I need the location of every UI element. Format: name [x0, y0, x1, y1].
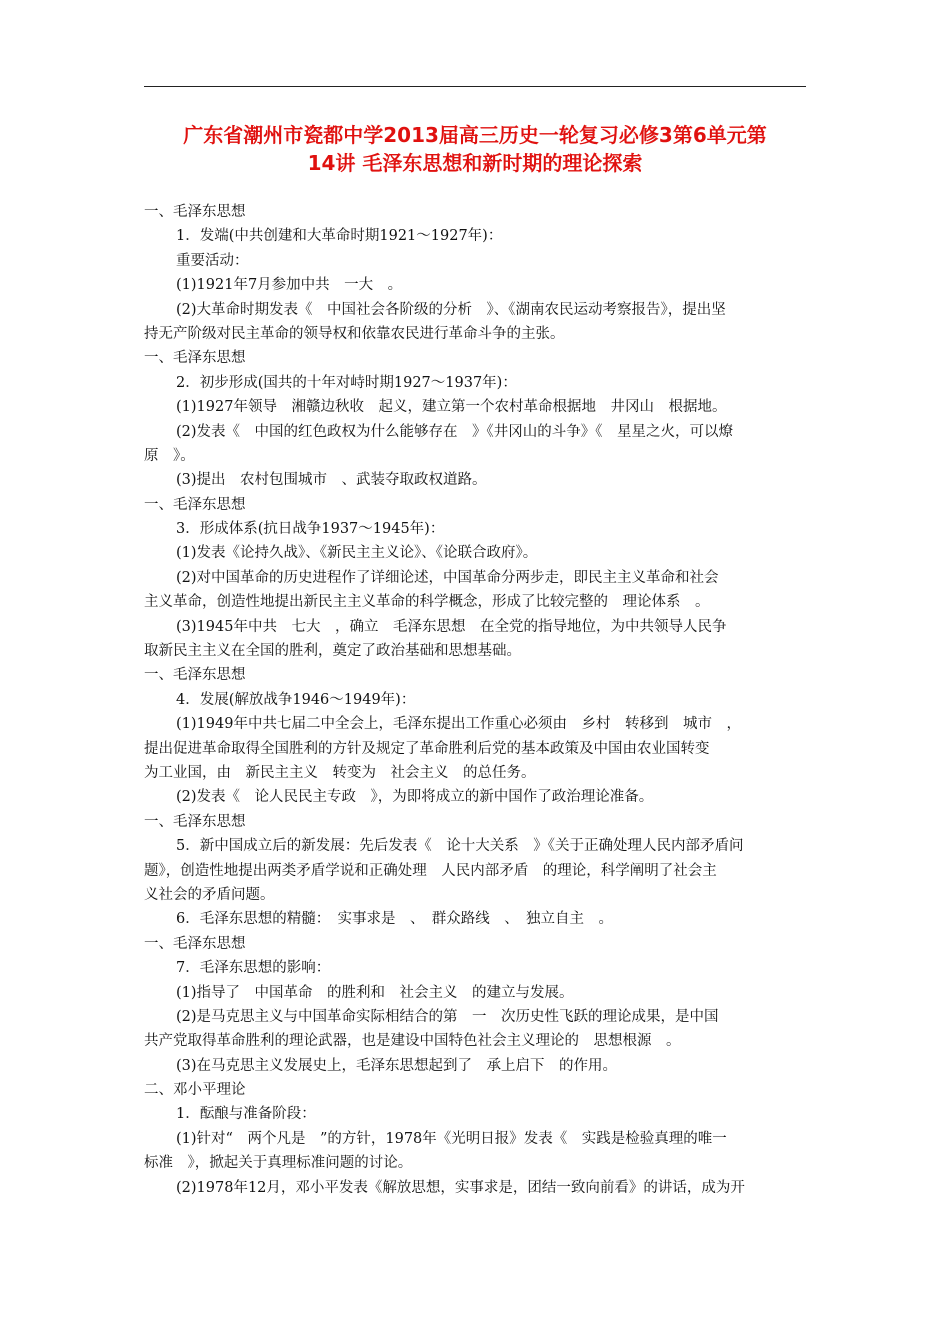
title-line-2: 14讲 毛泽东思想和新时期的理论探索: [307, 151, 643, 175]
paragraph-line: (1)1927年领导 湘赣边秋收 起义，建立第一个农村革命根据地 井冈山 根据地。: [176, 399, 727, 416]
paragraph-continuation: 持无产阶级对民主革命的领导权和依靠农民进行革命斗争的主张。: [144, 325, 565, 342]
section-heading: 一、毛泽东思想: [144, 935, 246, 952]
paragraph-line: 7．毛泽东思想的影响：: [176, 960, 331, 977]
paragraph-line: 1．酝酿与准备阶段：: [176, 1106, 316, 1123]
paragraph-continuation: 主义革命，创造性地提出新民主主义革命的科学概念，形成了比较完整的 理论体系 。: [144, 594, 710, 611]
paragraph-continuation: 标准 》，掀起关于真理标准问题的讨论。: [144, 1155, 413, 1172]
paragraph-continuation: 为工业国，由 新民主主义 转变为 社会主义 的总任务。: [144, 764, 536, 781]
paragraph-line: 4．发展(解放战争1946～1949年)：: [176, 691, 416, 708]
paragraph-line: (3)1945年中共 七大 ，确立 毛泽东思想 在全党的指导地位，为中共领导人民争: [176, 618, 727, 635]
paragraph-line: (2)是马克思主义与中国革命实际相结合的第 一 次历史性飞跃的理论成果，是中国: [176, 1008, 719, 1025]
paragraph-line: 3．形成体系(抗日战争1937～1945年)：: [176, 521, 445, 538]
paragraph-line: (2)发表《 论人民民主专政 》，为即将成立的新中国作了政治理论准备。: [176, 789, 654, 806]
paragraph-continuation: 取新民主主义在全国的胜利，奠定了政治基础和思想基础。: [144, 643, 521, 660]
paragraph-line: 5．新中国成立后的新发展：先后发表《 论十大关系 》《关于正确处理人民内部矛盾问: [176, 838, 744, 855]
paragraph-line: (1)指导了 中国革命 的胜利和 社会主义 的建立与发展。: [176, 984, 574, 1001]
header-rule: [144, 86, 806, 87]
section-heading: 二、邓小平理论: [144, 1082, 246, 1099]
paragraph-line: (1)针对“ 两个凡是 ”的方针，1978年《光明日报》发表《 实践是检验真理的唯一: [176, 1130, 727, 1147]
section-heading: 一、毛泽东思想: [144, 813, 246, 830]
paragraph-line: (1)发表《论持久战》、《新民主主义论》、《论联合政府》。: [176, 545, 538, 562]
paragraph-line: (1)1921年7月参加中共 一大 。: [176, 277, 403, 294]
paragraph-line: 2．初步形成(国共的十年对峙时期1927～1937年)：: [176, 374, 517, 391]
paragraph-line: (3)在马克思主义发展史上，毛泽东思想起到了 承上启下 的作用。: [176, 1057, 618, 1074]
paragraph-continuation: 义社会的矛盾问题。: [144, 886, 275, 903]
paragraph-line: (1)1949年中共七届二中全会上，毛泽东提出工作重心必须由 乡村 转移到 城市 ，: [176, 716, 741, 733]
document-title: [144, 121, 806, 177]
section-heading: 一、毛泽东思想: [144, 667, 246, 684]
section-heading: 一、毛泽东思想: [144, 204, 246, 220]
section-heading: 一、毛泽东思想: [144, 496, 246, 513]
title-line-1: 广东省潮州市瓷都中学2013届高三历史一轮复习必修3第6单元第: [183, 123, 767, 147]
paragraph-continuation: 共产党取得革命胜利的理论武器，也是建设中国特色社会主义理论的 思想根源 。: [144, 1033, 681, 1050]
paragraph-continuation: 提出促进革命取得全国胜利的方针及规定了革命胜利后党的基本政策及中国由农业国转变: [144, 740, 710, 757]
paragraph-line: (3)提出 农村包围城市 、武装夺取政权道路。: [176, 472, 487, 489]
paragraph-continuation: 题》，创造性地提出两类矛盾学说和正确处理 人民内部矛盾 的理论，科学阐明了社会主: [144, 862, 717, 879]
paragraph-line: 重要活动：: [176, 252, 249, 269]
document-body: [144, 200, 806, 1200]
paragraph-line: (2)对中国革命的历史进程作了详细论述，中国革命分两步走，即民主主义革命和社会: [176, 569, 719, 586]
section-heading: 一、毛泽东思想: [144, 350, 246, 367]
paragraph-line: (2)发表《 中国的红色政权为什么能够存在 》《井冈山的斗争》《 星星之火，可以燎: [176, 423, 734, 440]
paragraph-line: 1．发端(中共创建和大革命时期1921～1927年)：: [176, 228, 503, 245]
paragraph-line: (2)大革命时期发表《 中国社会各阶级的分析 》、《湖南农民运动考察报告》，提出坚: [176, 301, 726, 318]
paragraph-line: 6．毛泽东思想的精髓： 实事求是 、 群众路线 、 独立自主 。: [176, 911, 613, 928]
paragraph-line: (2)1978年12月，邓小平发表《解放思想，实事求是，团结一致向前看》的讲话，成为开: [176, 1179, 745, 1196]
paragraph-continuation: 原 》。: [144, 447, 195, 464]
